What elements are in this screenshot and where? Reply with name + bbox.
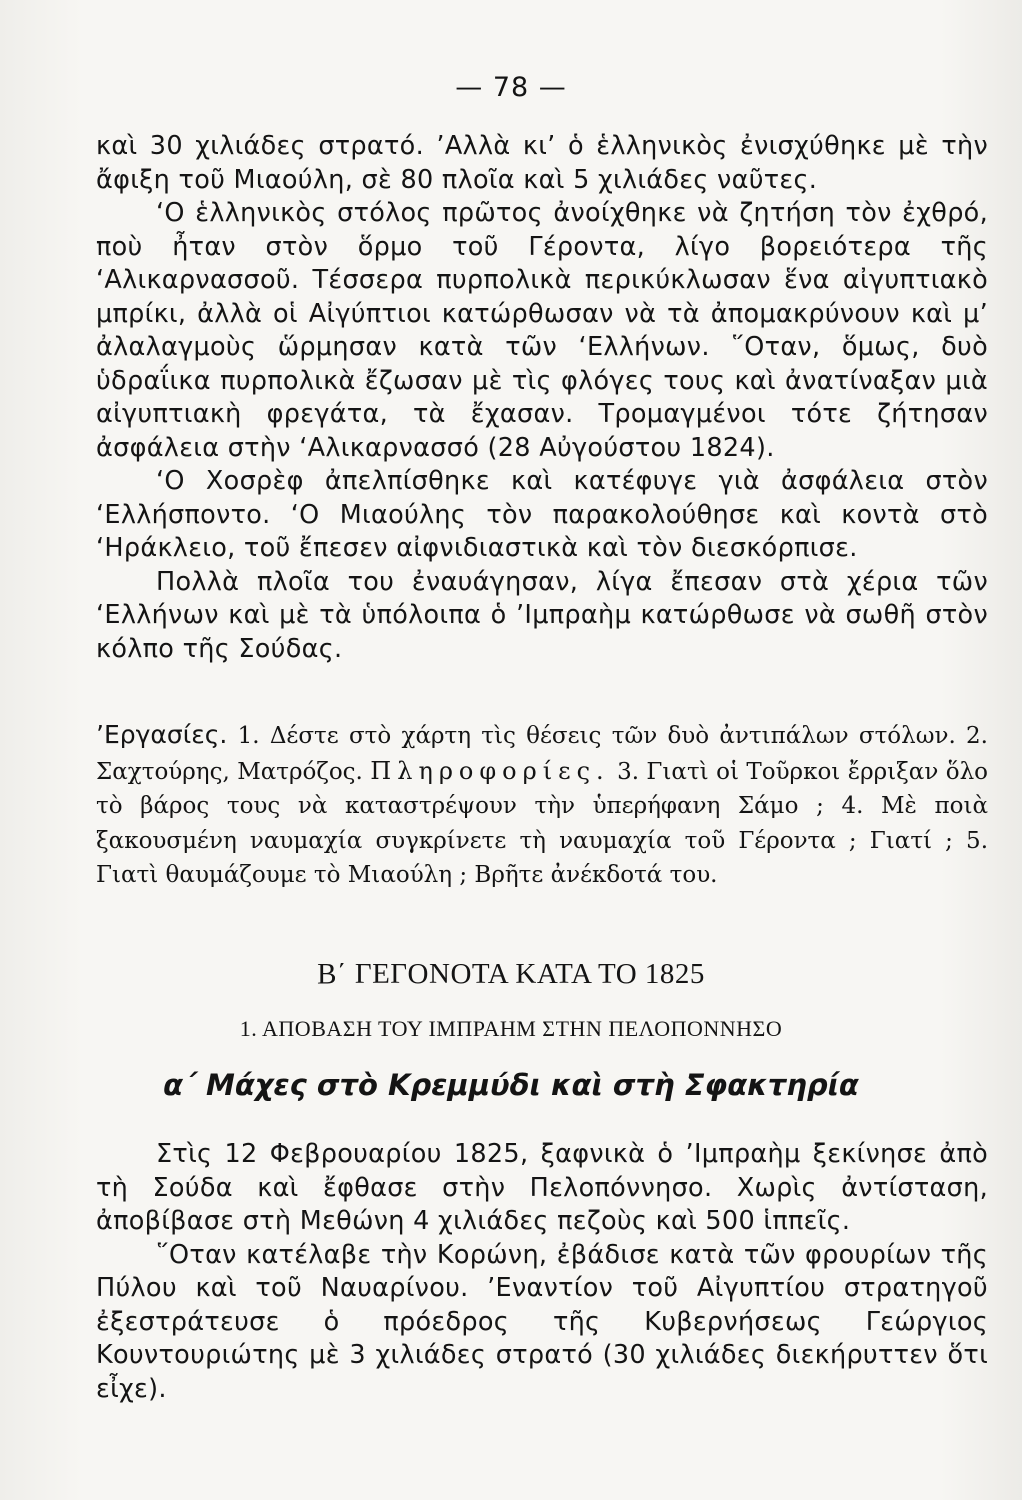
chapter-title: α΄ Μάχες στὸ Κρεμμύδι καὶ στὴ Σφακτηρία	[163, 1068, 859, 1102]
paragraph: ‘Ο ἑλληνικὸς στόλος πρῶτος ἀνοίχθηκε νὰ ζητήση τὸν ἐχθρό, ποὺ ἦταν στὸν ὅρμο τοῦ Γέροντα, λίγο βορειότερα τῆς ‘Αλικαρνασσοῦ. Τέσσερα πυρπολικὰ περικύκλωσαν ἕνα αἰγυπτιακὸ μπρίκι, ἀλλὰ οἱ Αἰγύπτιοι κατώρθωσαν νὰ τὰ ἀπομακρύνουν καὶ μ’ ἀλαλαγμοὺς ὥρμησαν κατὰ τῶν ‘Ελλήνων. ῞Οταν, ὅμως, δυὸ ὑδραΐικα πυρπολικὰ ἔζωσαν μὲ τὶς φλόγες τους καὶ ἀνατίναξαν μιὰ αἰγυπτιακὴ φρεγάτα, τὰ ἔχασαν. Τρομαγμένοι τότε ζήτησαν ἀσφάλεια στὴν ‘Αλικαρνασσό (28 Αὐγούστου 1824).	[96, 198, 988, 463]
section-heading: Β΄ ΓΕΓΟΝΟΤΑ ΚΑΤΑ ΤΟ 1825	[317, 958, 705, 990]
paragraph: Πολλὰ πλοῖα του ἐναυάγησαν, λίγα ἔπεσαν στὰ χέρια τῶν ‘Ελλήνων καὶ μὲ τὰ ὑπόλοιπα ὁ ’Ιμπραὴμ κατώρθωσε νὰ σωθῆ στὸν κόλπο τῆς Σούδας.	[96, 566, 988, 664]
exercises-label: ’Εργασίες.	[96, 720, 228, 749]
paragraph: ῞Οταν κατέλαβε τὴν Κορώνη, ἐβάδισε κατὰ τῶν φρουρίων τῆς Πύλου καὶ τοῦ Ναυαρίνου. ’Εναντίον τοῦ Αἰγυπτίου στρατηγοῦ ἐξεστράτευσε ὁ πρόεδρος τῆς Κυβερνήσεως Γεώργιος Κουντουριώτης μὲ 3 χιλιάδες στρατό (30 χιλιάδες διεκήρυττεν ὅτι εἶχε).	[96, 1239, 988, 1404]
page-number: — 78 —	[455, 72, 567, 103]
body-text-bottom	[96, 1138, 988, 1406]
body-text-top	[96, 130, 988, 666]
sub-heading: 1. ΑΠΟΒΑΣΗ ΤΟΥ ΙΜΠΡΑΗΜ ΣΤΗΝ ΠΕΛΟΠΟΝΝΗΣΟ	[239, 1016, 783, 1041]
exercises-part2: 3. Γιατὶ οἱ Τοῦρκοι ἔρριξαν ὅλο τὸ βάρος τους νὰ καταστρέψουν τὴν ὑπερήφανη Σάμο ; 4. Μὲ ποιὰ ξακουσμένη ναυμαχία συγκρίνετε τὴ ναυμαχία τοῦ Γέροντα ; Γιατί ; 5. Γιατὶ θαυμάζουμε τὸ Μιαούλη ; Βρῆτε ἀνέκδοτά του.	[96, 758, 988, 888]
paragraph: Στὶς 12 Φεβρουαρίου 1825, ξαφνικὰ ὁ ’Ιμπραὴμ ξεκίνησε ἀπὸ τὴ Σούδα καὶ ἔφθασε στὴν Πελοπόννησο. Χωρὶς ἀντίσταση, ἀποβίβασε στὴ Μεθώνη 4 χιλιάδες πεζοὺς καὶ 500 ἱππεῖς.	[96, 1139, 988, 1236]
paragraph: καὶ 30 χιλιάδες στρατό. ’Αλλὰ κι’ ὁ ἑλληνικὸς ἐνισχύθηκε μὲ τὴν ἄφιξη τοῦ Μιαούλη, σὲ 80 πλοῖα καὶ 5 χιλιάδες ναῦτες.	[96, 131, 988, 195]
exercises-block	[96, 718, 988, 893]
paragraph: ‘Ο Χοσρὲφ ἀπελπίσθηκε καὶ κατέφυγε γιὰ ἀσφάλεια στὸν ‘Ελλήσποντο. ‘Ο Μιαούλης τὸν παρακολούθησε καὶ κοντὰ στὸ ‘Ηράκλειο, τοῦ ἔπεσεν αἰφνιδιαστικὰ καὶ τὸν διεσκόρπισε.	[96, 466, 988, 563]
exercises-part1: 1. Δέστε στὸ χάρτη τὶς θέσεις τῶν δυὸ ἀντιπάλων στόλων. 2. Σαχτούρης, Ματρόζος.	[96, 723, 988, 785]
exercises-spaced-word: Πληροφορίες.	[370, 756, 610, 785]
